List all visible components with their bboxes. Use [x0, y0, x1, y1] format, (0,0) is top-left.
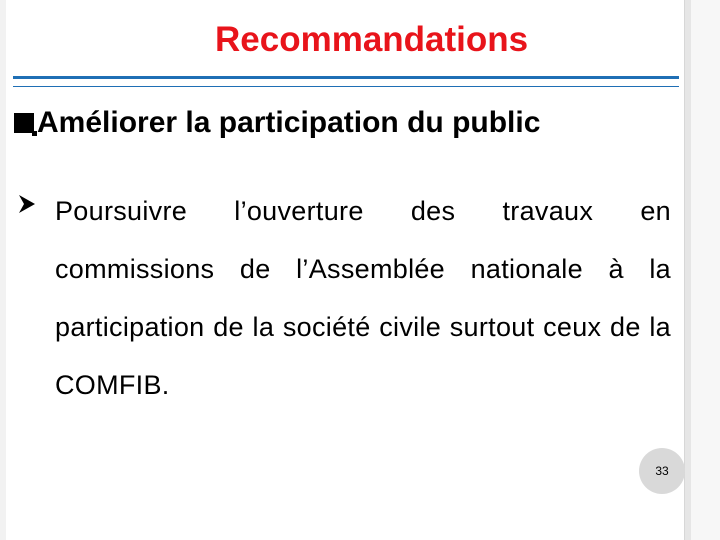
section-heading-text: Améliorer la participation du public — [37, 106, 541, 139]
title-rule-thin — [13, 86, 679, 87]
background-edge — [691, 0, 720, 540]
section-heading — [14, 106, 540, 140]
arrowhead-bullet-icon — [18, 194, 36, 214]
slide-title: Recommandations — [215, 20, 529, 59]
bullet-text: Poursuivre l’ouverture des travaux en commissions de l’Assemblée nationale à la participation de la société civile surtout ceux de la COMFIB. — [55, 196, 671, 400]
slide-border — [684, 0, 691, 540]
square-bullet-icon — [14, 113, 34, 133]
title-rule-thick — [13, 76, 679, 79]
page-number-badge — [639, 448, 685, 494]
page-number: 33 — [655, 464, 669, 478]
